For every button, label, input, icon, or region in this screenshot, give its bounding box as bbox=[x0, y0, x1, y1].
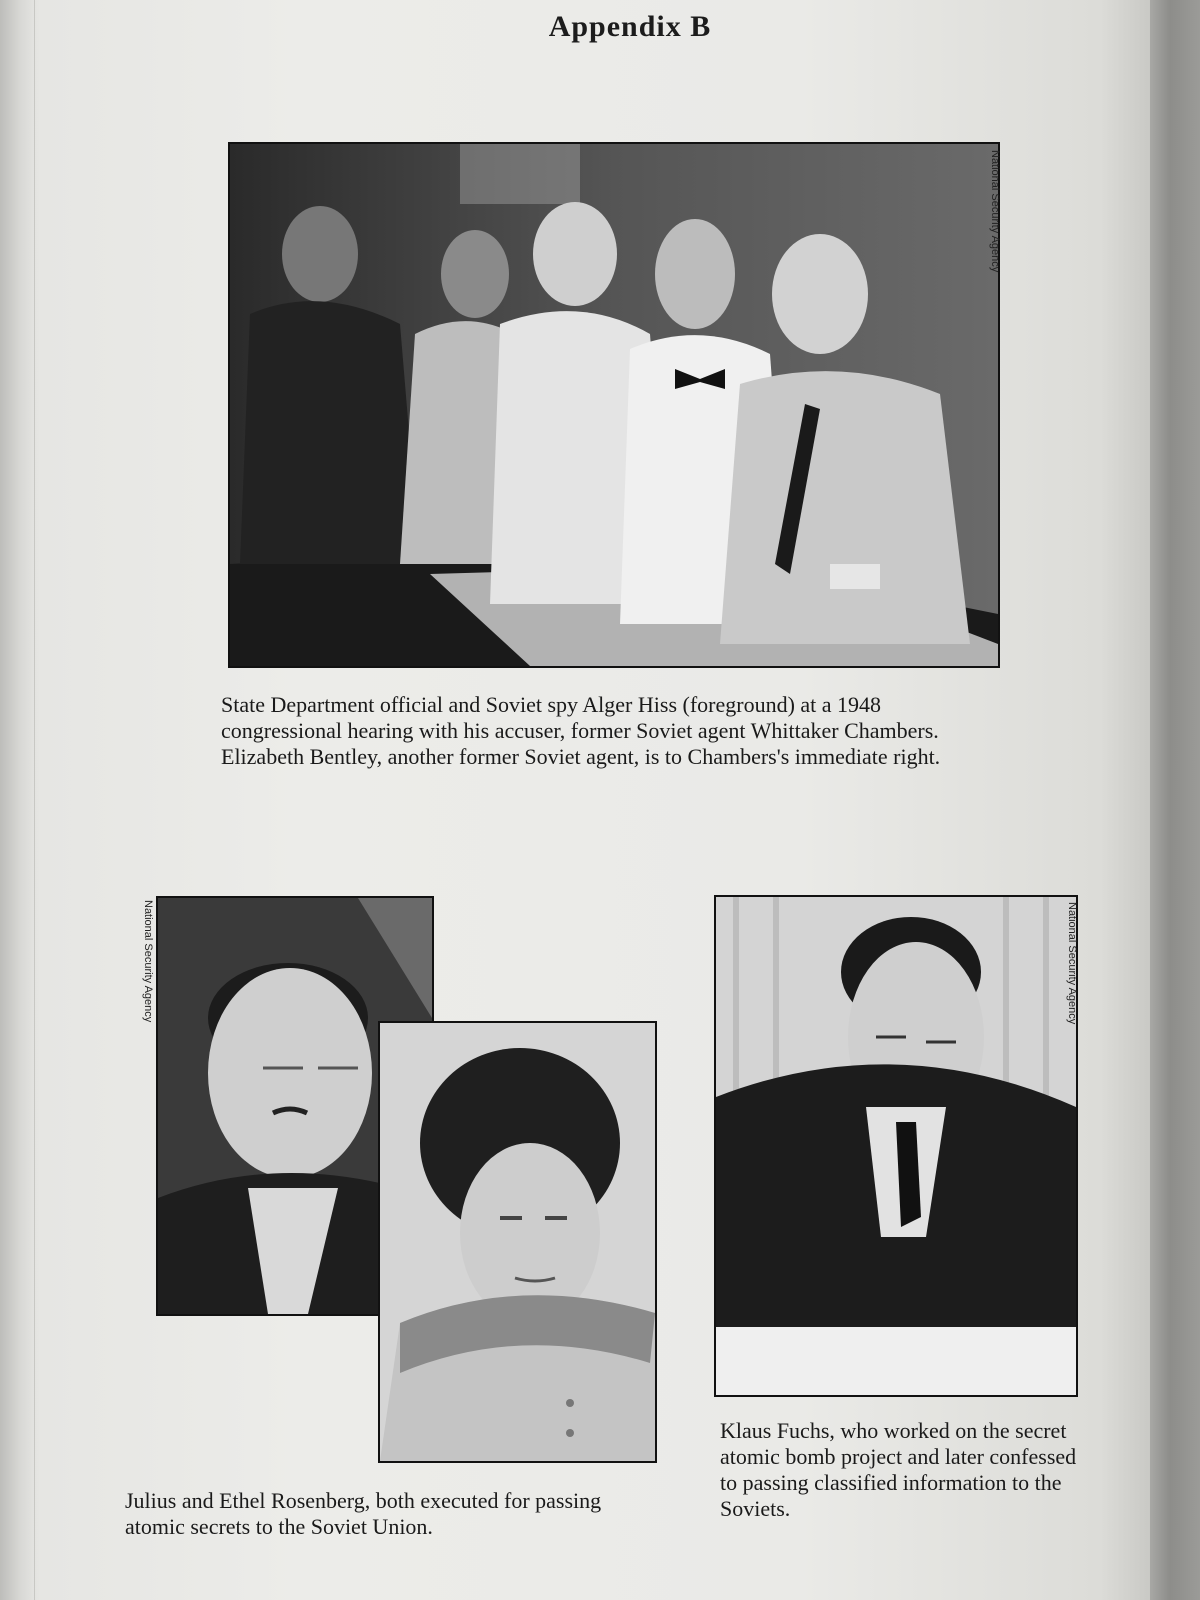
ethel-rosenberg-photo bbox=[378, 1021, 657, 1463]
rosenberg-photo-credit: National Security Agency bbox=[142, 900, 154, 1023]
klaus-fuchs-image bbox=[716, 897, 1076, 1395]
book-spine bbox=[0, 0, 35, 1600]
page-heading: Appendix B bbox=[548, 10, 712, 43]
rosenberg-caption: Julius and Ethel Rosenberg, both executed for passing atomic secrets to the Soviet Union. bbox=[125, 1488, 602, 1539]
hearing-photo-credit: National Security Agency bbox=[989, 150, 1001, 273]
fuchs-caption: Klaus Fuchs, who worked on the secret atomic bomb project and later confessed to passing classified information to the Soviets. bbox=[720, 1418, 1077, 1521]
adjacent-page-edge bbox=[1150, 0, 1200, 1600]
klaus-fuchs-photo bbox=[714, 895, 1078, 1397]
fuchs-photo-credit: National Security Agency bbox=[1066, 902, 1078, 1025]
ethel-rosenberg-image bbox=[380, 1023, 655, 1461]
hearing-photo bbox=[228, 142, 1000, 668]
hearing-photo-image bbox=[230, 144, 998, 666]
hearing-caption: State Department official and Soviet spy Alger Hiss (foreground) at a 1948 congressional hearing with his accuser, former Soviet agent Whittaker Chambers. Elizabeth Bentley, another former Soviet agent, is to Chambers's immediate right. bbox=[221, 692, 941, 769]
